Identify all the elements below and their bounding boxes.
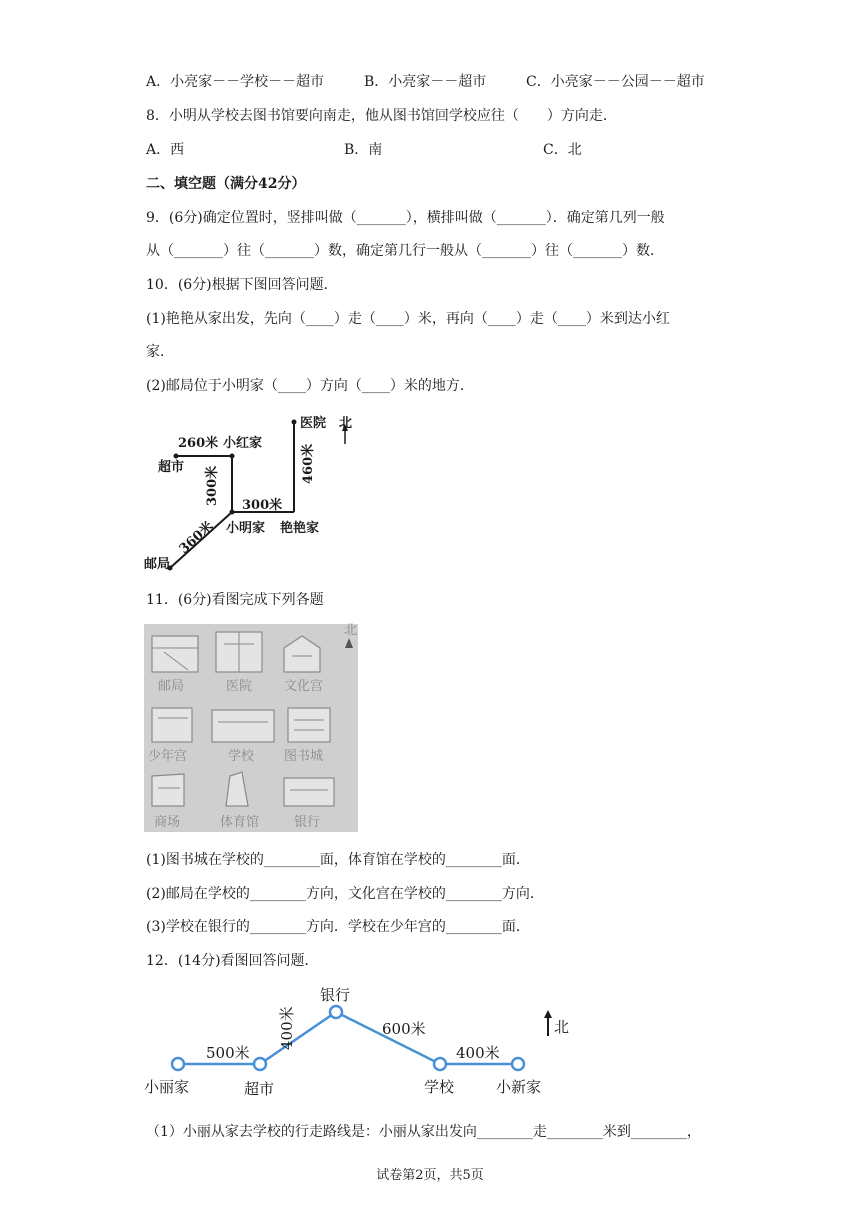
grid-cell-book-city: 图书城 <box>284 749 324 764</box>
grid-cell-culture-palace: 文化宫 <box>284 679 324 694</box>
node-xiaoxin <box>512 1058 524 1070</box>
q11-sub3: (3)学校在银行的________方向．学校在少年宫的________面． <box>146 919 530 935</box>
label-300-vertical: 300米 <box>205 465 220 506</box>
label-400-vertical: 400米 <box>278 1006 296 1050</box>
bank-building-icon <box>284 778 334 806</box>
label-north: 北 <box>554 1018 570 1036</box>
label-xiaohong: 小红家 <box>223 436 263 451</box>
label-yanyan: 艳艳家 <box>280 521 320 536</box>
grid-cell-hospital: 医院 <box>226 679 253 694</box>
q10-sub1-line1: (1)艳艳从家出发，先向（____）走（____）米，再向（____）走（____）米到达小红 <box>146 311 670 327</box>
page-footer: 试卷第2页，共5页 <box>376 1168 484 1183</box>
grid-cell-mall: 商场 <box>154 815 181 830</box>
q7-option-a: A．小亮家－－学校－－超市 <box>146 74 325 90</box>
node-supermarket <box>254 1058 266 1070</box>
q10-sub2: (2)邮局位于小明家（____）方向（____）米的地方． <box>146 378 474 394</box>
label-400-horizontal: 400米 <box>456 1044 500 1062</box>
label-300-horizontal: 300米 <box>242 498 283 513</box>
mall-icon <box>152 774 184 806</box>
supermarket-dot <box>174 454 179 459</box>
label-360: 360米 <box>176 518 217 557</box>
grid-cell-post: 邮局 <box>158 679 185 694</box>
q8-option-c: C．北 <box>543 142 582 158</box>
q12-stem: 12．(14分)看图回答问题． <box>146 953 319 969</box>
section-title: 二、填空题（满分42分） <box>146 176 306 192</box>
label-north: 北 <box>339 416 353 431</box>
label-supermarket: 超市 <box>158 460 185 475</box>
grid-cell-youth-palace: 少年宫 <box>148 749 188 764</box>
q11-stem: 11．(6分)看图完成下列各题 <box>146 592 324 608</box>
label-bank: 银行 <box>320 986 351 1004</box>
label-xiaoli: 小丽家 <box>144 1078 190 1096</box>
q9-line1: 9．(6分)确定位置时，竖排叫做（_______），横排叫做（_______）．确定第几列一般 <box>146 210 665 226</box>
xiaohong-dot <box>230 454 235 459</box>
q11-sub1: (1)图书城在学校的________面，体育馆在学校的________面． <box>146 852 530 868</box>
node-bank <box>330 1006 342 1018</box>
label-hospital: 医院 <box>300 416 327 431</box>
youth-palace-icon <box>152 708 192 742</box>
label-500: 500米 <box>206 1044 250 1062</box>
label-school: 学校 <box>424 1078 455 1096</box>
xiaoming-dot <box>230 510 235 515</box>
q10-stem: 10．(6分)根据下图回答问题． <box>146 277 338 293</box>
q10-map <box>144 408 390 578</box>
q11-building-grid <box>144 624 358 832</box>
node-school <box>434 1058 446 1070</box>
grid-north-label: 北 <box>344 623 358 638</box>
q11-sub2: (2)邮局在学校的________方向，文化宫在学校的________方向． <box>146 886 544 902</box>
label-260: 260米 <box>178 436 219 451</box>
book-city-icon <box>288 708 330 742</box>
q10-sub1-line2: 家． <box>146 344 174 360</box>
label-xiaoming: 小明家 <box>226 521 266 536</box>
post-office-icon <box>152 636 198 672</box>
grid-cell-stadium: 体育馆 <box>220 815 260 830</box>
q12-sub1: （1）小丽从家去学校的行走路线是：小丽从家出发向________走________米到________， <box>146 1124 701 1140</box>
q7-option-c: C．小亮家－－公园－－超市 <box>526 74 705 90</box>
north-arrow-icon <box>544 1010 552 1018</box>
label-460: 460米 <box>301 443 316 484</box>
q9-line2: 从（_______）往（_______）数，确定第几行一般从（_______）往（_______）数． <box>146 243 664 259</box>
grid-cell-bank: 银行 <box>294 815 321 830</box>
label-supermarket: 超市 <box>244 1080 275 1098</box>
label-xiaoxin: 小新家 <box>496 1078 542 1096</box>
label-post: 邮局 <box>144 557 171 572</box>
q8-option-b: B．南 <box>344 142 383 158</box>
hospital-dot <box>292 420 297 425</box>
q8-option-a: A．西 <box>146 142 185 158</box>
school-building-icon <box>212 710 274 742</box>
q8-stem: 8．小明从学校去图书馆要向南走，他从图书馆回学校应往（ ）方向走． <box>146 108 617 124</box>
grid-cell-school: 学校 <box>228 749 255 764</box>
q12-route-map <box>140 980 590 1104</box>
node-xiaoli <box>172 1058 184 1070</box>
label-600: 600米 <box>382 1020 426 1038</box>
q7-option-b: B．小亮家－－超市 <box>364 74 487 90</box>
